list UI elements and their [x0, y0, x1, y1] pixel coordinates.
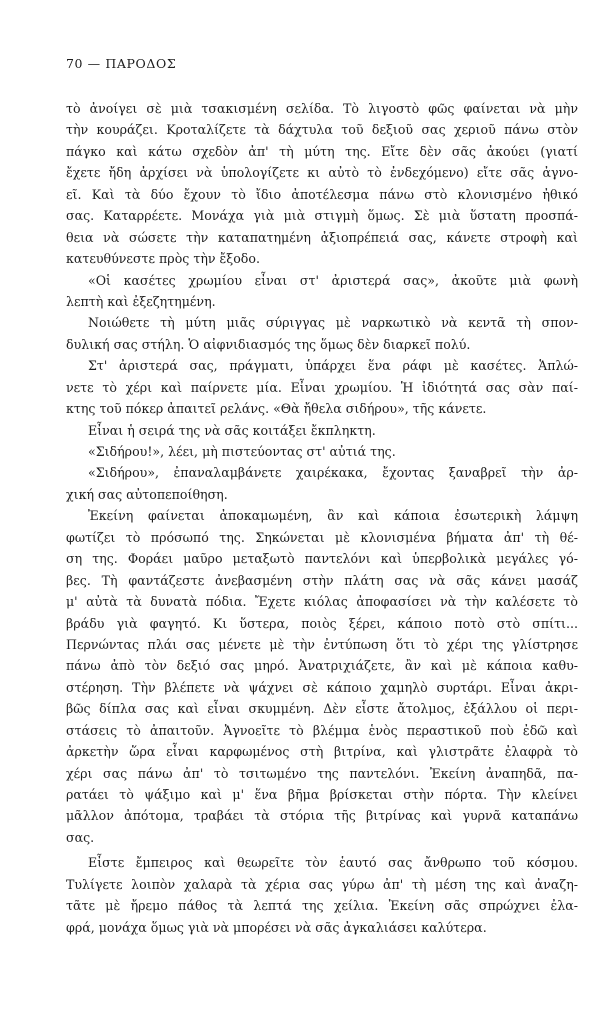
text-line: ἀρκετὴν ὥρα εἶναι καρφωμένος στὴ βιτρίνα, καὶ γλιστρᾶτε ἐλαφρὰ τὸ: [66, 744, 578, 760]
text-line: στάσεις τὸ ἀπαιτοῦν. Ἀγνοεῖτε τὸ βλέμμα ἑνὸς περαστικοῦ ποὺ ἐδῶ καὶ: [66, 722, 578, 738]
text-line: δυλική σας στήλη. Ὁ αἰφνιδιασμός της ὅμως δὲν διαρκεῖ πολύ.: [66, 336, 471, 352]
text-line: βῶς δίπλα σας καὶ εἶναι σκυμμένη. Δὲν εἶστε ἄτολμος, ἐξάλλου οἱ περι-: [66, 701, 578, 717]
running-header: 70 — ΠΑΡΟΔΟΣ: [66, 56, 177, 71]
text-line: πάγκο καὶ κάτω σχεδὸν ἀπ' τὴ μύτη της. Εἴτε δὲν σᾶς ἀκούει (γιατί: [66, 143, 578, 159]
text-line: βράδυ γιὰ φαγητό. Κι ὕστερα, ποιὸς ξέρει, κάποιο ποτὸ στὸ σπίτι...: [66, 615, 578, 631]
text-line: μ' αὐτὰ τὰ δυνατὰ πόδια. Ἔχετε κιόλας ἀποφασίσει νὰ τὴν καλέσετε τὸ: [66, 594, 578, 610]
text-line: χική σας αὐτοπεποίθηση.: [66, 486, 228, 502]
text-line: «Σιδήρου!», λέει, μὴ πιστεύοντας στ' αὐτιά της.: [88, 444, 396, 459]
text-line: Εἶναι ἡ σειρά της νὰ σᾶς κοιτάξει ἔκπληκτη.: [88, 422, 376, 438]
text-line: εῖ. Καὶ τὰ δύο ἔχουν τὸ ἴδιο ἀποτέλεσμα πάνω στὸ κλονισμένο ἠθικό: [66, 186, 578, 202]
text-line: βες. Τὴ φαντάζεστε ἀνεβασμένη στὴν πλάτη σας νὰ σᾶς κάνει μασάζ: [66, 572, 578, 588]
text-line: κτης τοῦ πόκερ ἀπαιτεῖ ρελάνς. «Θὰ ἤθελα σιδήρου», τῆς κάνετε.: [66, 401, 487, 417]
text-line: χέρι σας πάνω ἀπ' τὸ τσιτωμένο της παντελόνι. Ἐκείνη ἀναπηδᾶ, πα-: [66, 765, 578, 781]
text-line: θεια νὰ σώσετε τὴν καταπατημένη ἀξιοπρέπειά σας, κάνετε στροφὴ καὶ: [66, 229, 578, 245]
text-line: τὴν κουράζει. Κροταλίζετε τὰ δάχτυλα τοῦ δεξιοῦ σας χεριοῦ πάνω στὸν: [66, 122, 578, 138]
text-line: Τυλίγετε λοιπὸν χαλαρὰ τὰ χέρια σας γύρω ἀπ' τὴ μέση της καὶ ἀναζη-: [66, 876, 578, 892]
text-line: ση της. Φοράει μαῦρο μεταξωτὸ παντελόνι καὶ ὑπερβολικὰ μεγάλες γό-: [66, 551, 578, 567]
text-line: μᾶλλον ἀπότομα, τραβάει τὰ στόρια τῆς βιτρίνας καὶ γυρνᾶ καταπάνω: [66, 808, 578, 824]
text-line: πάνω ἀπὸ τὸν δεξιό σας μηρό. Ἀνατριχιάζετε, ἂν καὶ μὲ κάποια καθυ-: [66, 658, 578, 674]
text-line: Ἐκείνη φαίνεται ἀποκαμωμένη, ἂν καὶ κάποια ἐσωτερικὴ λάμψη: [88, 508, 578, 524]
text-line: ἔχετε ἤδη ἀρχίσει νὰ ὑπολογίζετε κι αὐτὸ τὸ ἐνδεχόμενο) εἴτε σᾶς ἀγνο-: [66, 165, 578, 181]
text-line: σας.: [66, 829, 95, 845]
text-line: Περνώντας πλάι σας μένετε μὲ τὴν ἐντύπωση ὅτι τὸ χέρι της γλίστρησε: [66, 636, 578, 652]
text-line: ρατάει τὸ ψάξιμο καὶ μ' ἕνα βῆμα βρίσκεται στὴν πόρτα. Τὴν κλείνει: [66, 787, 578, 802]
text-line: λεπτὴ καὶ ἐξεζητημένη.: [66, 293, 216, 309]
text-line: Εἶστε ἔμπειρος καὶ θεωρεῖτε τὸν ἑαυτό σας ἄνθρωπο τοῦ κόσμου.: [88, 855, 578, 871]
text-line: «Οἱ κασέτες χρωμίου εἶναι στ' ἀριστερά σας», ἀκοῦτε μιὰ φωνὴ: [88, 272, 578, 288]
text-line: Στ' ἀριστερά σας, πράγματι, ὑπάρχει ἕνα ράφι μὲ κασέτες. Ἁπλώ-: [88, 358, 578, 374]
text-line: τᾶτε μὲ ἤρεμο πάθος τὰ λεπτά της χείλια. Ἐκείνη σᾶς σπρώχνει ἐλα-: [66, 898, 578, 914]
text-line: σας. Καταρρέετε. Μονάχα γιὰ μιὰ στιγμὴ ὅμως. Σὲ μιὰ ὕστατη προσπά-: [66, 208, 578, 224]
text-line: φωτίζει τὸ πρόσωπό της. Σηκώνεται μὲ κλονισμένα βήματα ἀπ' τὴ θέ-: [66, 529, 578, 545]
text-line: στέρηση. Τὴν βλέπετε νὰ ψάχνει σὲ κάποιο χαμηλὸ συρτάρι. Εἶναι ἀκρι-: [66, 679, 578, 695]
text-line: κατευθύνεστε πρὸς τὴν ἔξοδο.: [66, 251, 260, 267]
text-line: φρά, μονάχα ὅμως γιὰ νὰ μπορέσει νὰ σᾶς ἀγκαλιάσει καλύτερα.: [66, 919, 487, 935]
text-line: τὸ ἀνοίγει σὲ μιὰ τσακισμένη σελίδα. Τὸ λιγοστὸ φῶς φαίνεται νὰ μὴν: [66, 101, 578, 116]
text-line: νετε τὸ χέρι καὶ παίρνετε μία. Εἶναι χρωμίου. Ἡ ἰδιότητά σας σὰν παί-: [66, 379, 578, 395]
text-line: «Σιδήρου», ἐπαναλαμβάνετε χαιρέκακα, ἔχοντας ξαναβρεῖ τὴν ἀρ-: [88, 465, 578, 481]
body-text: [66, 98, 578, 938]
text-line: Νοιώθετε τὴ μύτη μιᾶς σύριγγας μὲ ναρκωτικὸ νὰ κεντᾶ τὴ σπον-: [88, 315, 578, 331]
